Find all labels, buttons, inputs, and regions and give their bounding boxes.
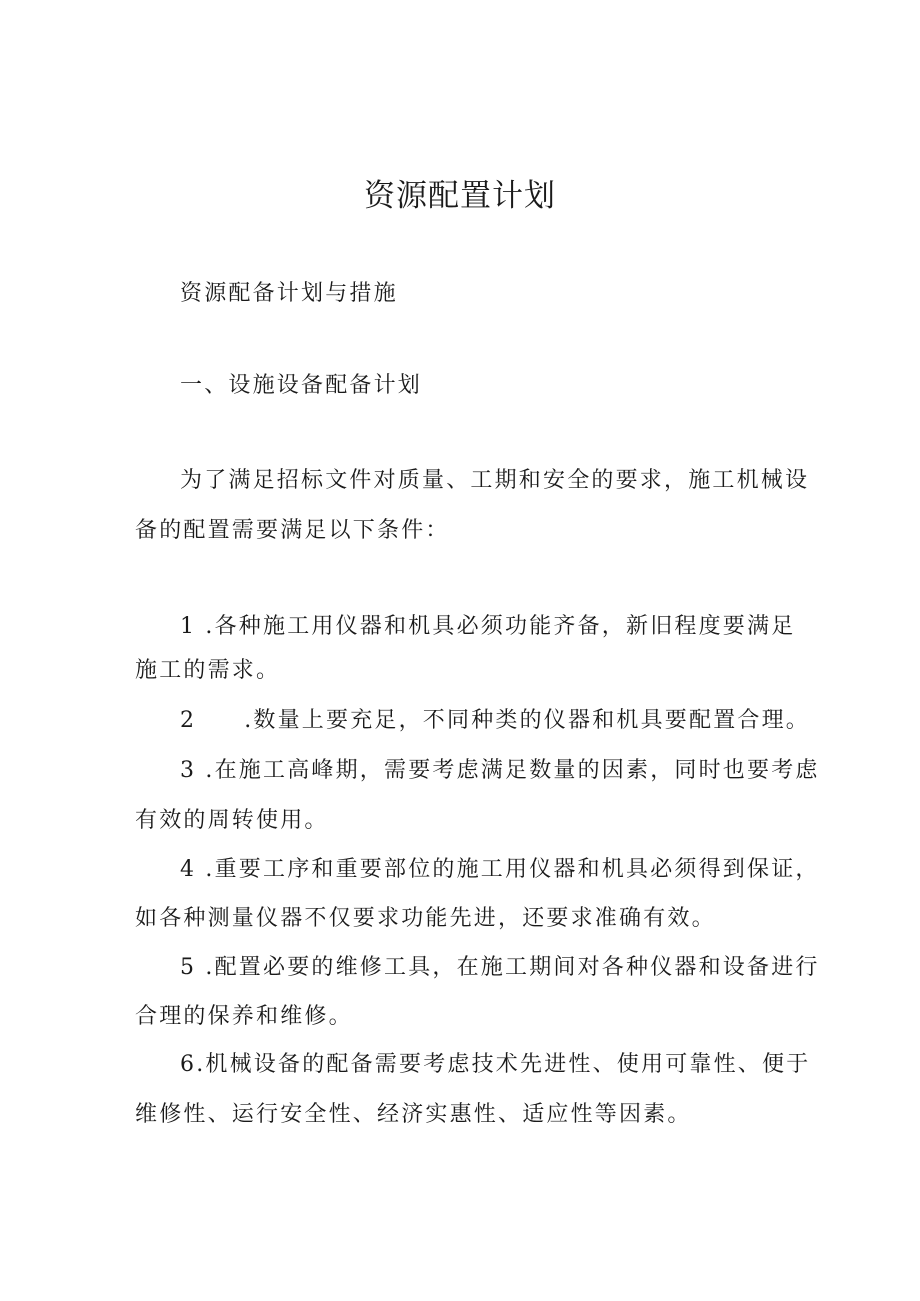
item-number: 5	[180, 955, 197, 980]
item-text: .各种施工用仪器和机具必须功能齐备，新旧程度要满足	[205, 614, 796, 639]
page-title: 资源配置计划	[364, 178, 556, 214]
item-text: .数量上要充足，不同种类的仪器和机具要配置合理。	[244, 708, 810, 733]
intro-line-1: 为了满足招标文件对质量、工期和安全的要求，施工机械设	[180, 468, 810, 493]
list-item-2	[180, 706, 810, 736]
item-text: .重要工序和重要部位的施工用仪器和机具必须得到保证，	[205, 857, 820, 882]
list-item-3	[180, 756, 820, 786]
item-text: .配置必要的维修工具，在施工期间对各种仪器和设备进行	[205, 955, 820, 980]
item-number: 3	[180, 758, 197, 783]
list-item-5	[180, 953, 820, 983]
item-text: .在施工高峰期，需要考虑满足数量的因素，同时也要考虑	[205, 758, 820, 783]
list-item-4	[180, 855, 820, 885]
item-number: 2	[180, 708, 197, 733]
list-item-1	[180, 612, 795, 642]
list-item-3-cont: 有效的周转使用。	[135, 808, 329, 833]
list-item-6	[180, 1050, 810, 1080]
item-number: 4	[180, 857, 197, 882]
intro-line-2: 备的配置需要满足以下条件：	[135, 518, 450, 543]
item-number: 6.	[180, 1052, 206, 1077]
section-heading: 一、设施设备配备计划	[180, 373, 423, 398]
list-item-1-cont: 施工的需求。	[135, 658, 281, 683]
list-item-6-cont: 维修性、运行安全性、经济实惠性、适应性等因素。	[135, 1102, 692, 1127]
list-item-4-cont: 如各种测量仪器不仅要求功能先进，还要求准确有效。	[135, 906, 716, 931]
subtitle: 资源配备计划与措施	[180, 281, 398, 306]
item-text: 机械设备的配备需要考虑技术先进性、使用可靠性、便于	[205, 1052, 811, 1077]
item-number: 1	[180, 614, 197, 639]
list-item-5-cont: 合理的保养和维修。	[135, 1004, 353, 1029]
